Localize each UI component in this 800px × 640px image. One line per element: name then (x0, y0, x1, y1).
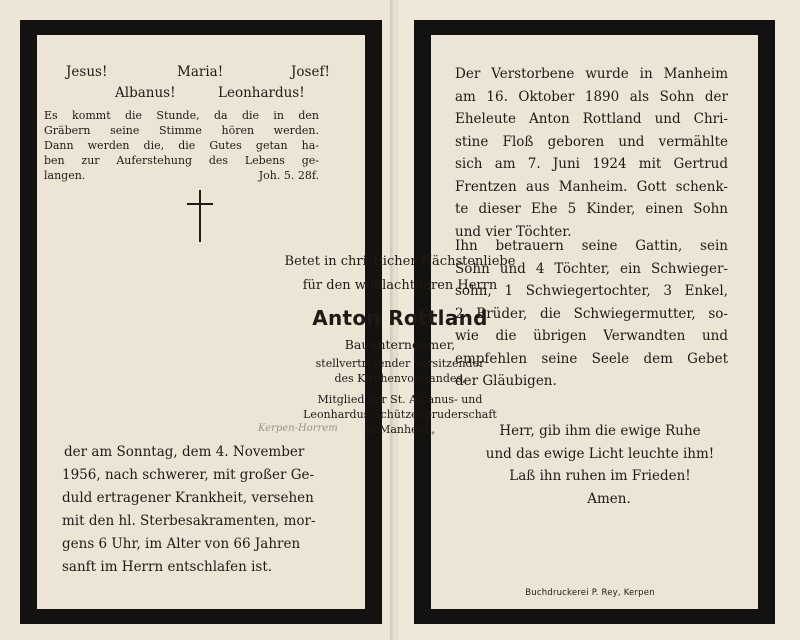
prayer-amen: Amen. (587, 490, 631, 507)
closing-prayer (470, 420, 730, 510)
verse-line: Es kommt die Stunde, da die in den (44, 109, 319, 122)
prayer-line: Laß ihn ruhen im Frieden! (509, 468, 691, 484)
cross-icon (180, 190, 220, 242)
prayer-request-line2: für den wohlachtbaren Herrn (302, 278, 498, 293)
verse-reference: Joh. 5. 28f. (258, 169, 319, 182)
verse-line: ben zur Auferstehung des Lebens ge- (44, 154, 319, 167)
bio-line: und vier Töchter. (455, 223, 572, 240)
invocation-albanus: Albanus! (115, 85, 176, 101)
mourning-line: empfehlen seine Seele dem Gebet (455, 350, 728, 367)
death-line: der am Sonntag, dem 4. November (64, 444, 305, 460)
membership-line3: in Manheim, (364, 423, 436, 436)
mourning-line: Ihn betrauern seine Gattin, sein (455, 238, 728, 254)
death-line: sanft im Herrn entschlafen ist. (62, 559, 273, 575)
bio-line: Frentzen aus Manheim. Gott schenk- (455, 178, 728, 195)
prayer-line: Herr, gib ihm die ewige Ruhe (499, 423, 701, 439)
scripture-verse (44, 108, 319, 183)
verse-line: Dann werden die, die Gutes getan ha- (44, 139, 319, 152)
role-line1: stellvertretender Vorsitzender (315, 357, 485, 370)
invocation-maria: Maria! (177, 64, 224, 80)
prayer-request-line1: Betet in christlicher Nächstenliebe (284, 254, 516, 269)
bio-line: stine Floß geboren und vermählte (455, 133, 728, 150)
deceased-name: Anton Rottland (312, 306, 488, 330)
mourners-paragraph (455, 235, 728, 393)
bio-line: te dieser Ehe 5 Kinder, einen Sohn (455, 201, 728, 217)
mourning-line: 2 Brüder, die Schwiegermutter, so- (455, 305, 728, 322)
membership-line1: Mitglied der St. Albanus- und (317, 393, 483, 406)
membership-line2: Leonhardus-Schützenbruderschaft (303, 408, 497, 421)
bio-line: sich am 7. Juni 1924 mit Gertrud (455, 156, 728, 172)
mourning-line: der Gläubigen. (455, 373, 557, 389)
invocation-leonhardus: Leonhardus! (218, 85, 305, 101)
death-line: duld ertragener Krankheit, versehen (62, 490, 314, 506)
verse-line: Gräbern seine Stimme hören werden. (44, 124, 319, 137)
bio-line: am 16. Oktober 1890 als Sohn der (455, 88, 728, 105)
bio-line: Der Verstorbene wurde in Manheim (455, 66, 728, 82)
death-line: gens 6 Uhr, im Alter von 66 Jahren (62, 536, 301, 552)
occupation: Bauunternehmer, (344, 337, 456, 352)
role-line2: des Kirchenvorstandes, (334, 372, 466, 385)
mourning-line: wie die übrigen Verwandten und (455, 328, 728, 344)
mourning-line: Sohn und 4 Töchter, ein Schwieger- (455, 260, 728, 277)
death-line: mit den hl. Sterbesakramenten, mor- (62, 513, 316, 529)
verse-line: langen. (44, 169, 86, 182)
mourning-line: sohn, 1 Schwiegertochter, 3 Enkel, (455, 283, 728, 299)
bio-line: Eheleute Anton Rottland und Chri- (455, 111, 728, 127)
death-notice (62, 441, 337, 579)
invocation-jesus: Jesus! (66, 64, 108, 80)
biography-paragraph (455, 63, 728, 243)
prayer-line: und das ewige Licht leuchte ihm! (485, 445, 715, 462)
invocation-josef: Josef! (291, 64, 330, 80)
death-line: 1956, nach schwerer, mit großer Ge- (62, 467, 315, 483)
printer-imprint: Buchdruckerei P. Rey, Kerpen (525, 588, 655, 598)
handwritten-note: Kerpen-Horrem (258, 423, 338, 434)
